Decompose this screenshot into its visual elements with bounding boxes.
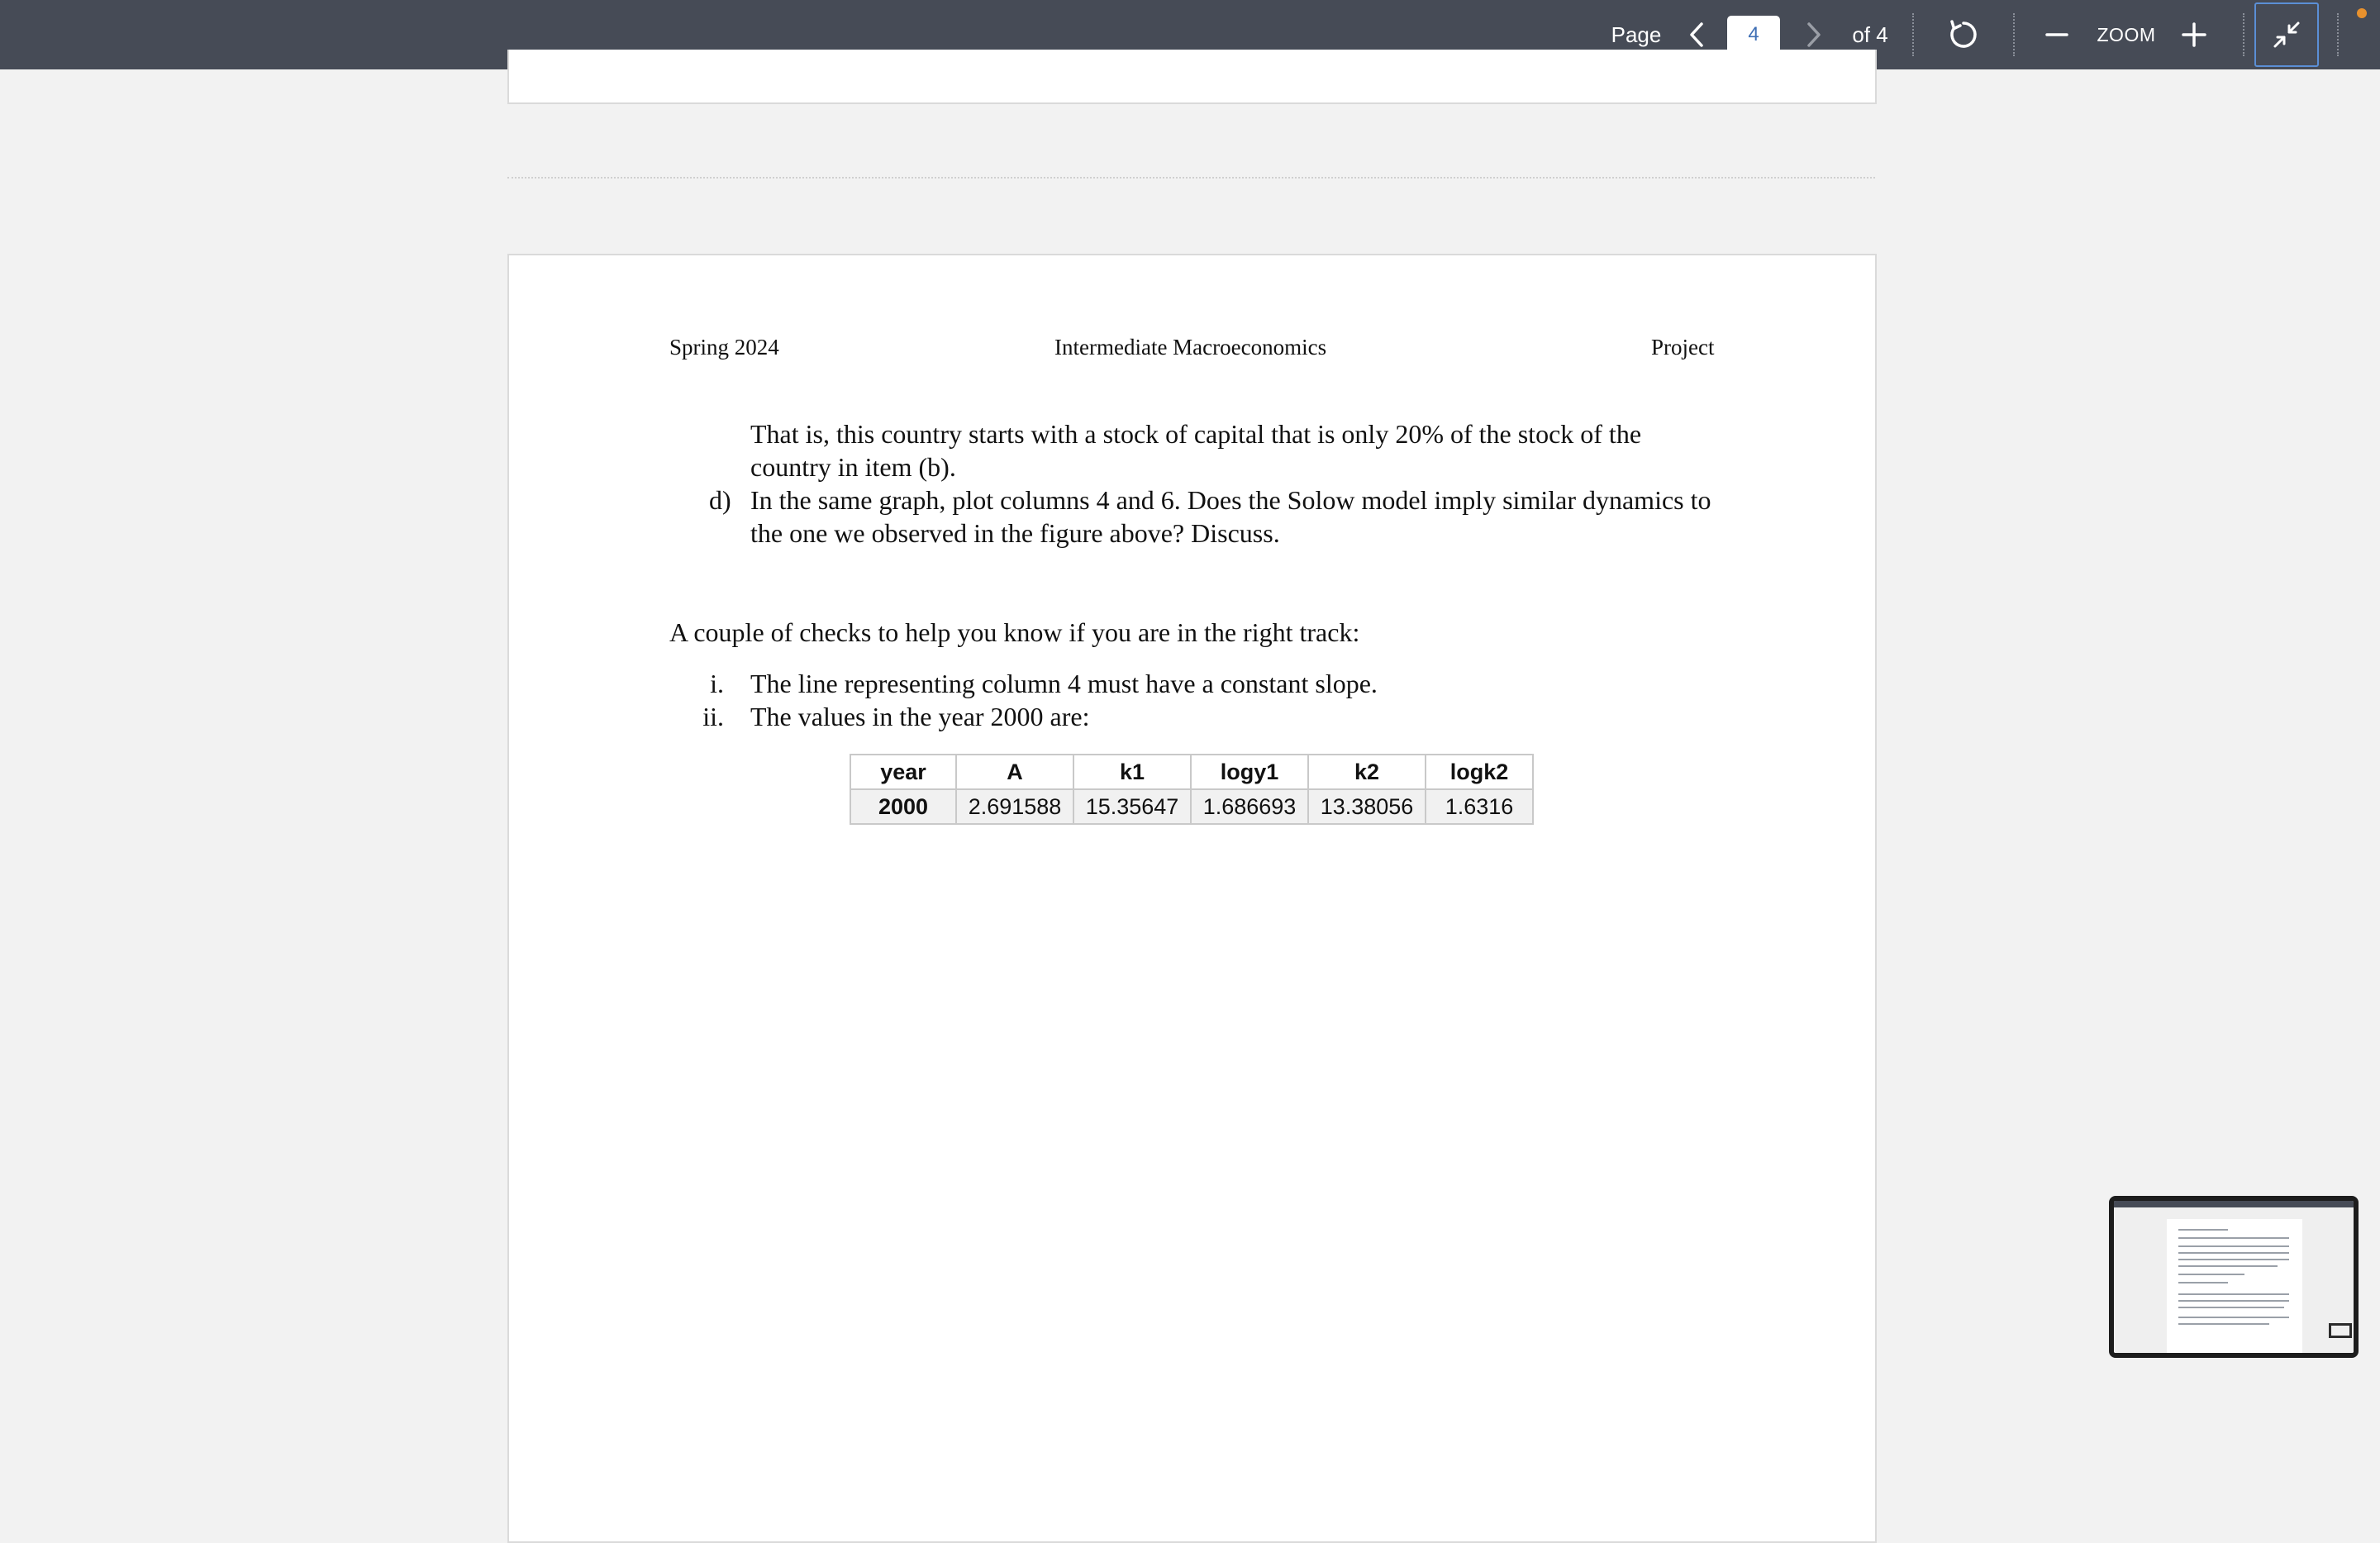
rotate-button[interactable]: [1942, 0, 1985, 69]
header-project: Project: [1651, 335, 1715, 360]
toolbar-separator: [2013, 13, 2015, 56]
plus-icon: [2182, 22, 2206, 47]
toolbar-separator: [1912, 13, 1914, 56]
thumbnail-line: [2178, 1237, 2289, 1239]
check-text: The values in the year 2000 are:: [750, 702, 1090, 731]
values-table: [850, 754, 1534, 825]
column-header: k1: [1073, 755, 1191, 789]
table-cell: 2.691588: [956, 789, 1073, 824]
table-row: [850, 789, 1533, 824]
column-header: logy1: [1191, 755, 1308, 789]
table-cell: 2000: [850, 789, 956, 824]
total-pages-label: of 4: [1852, 21, 1888, 47]
thumbnail-toolbar: [2114, 1201, 2354, 1207]
check-label: i.: [710, 669, 724, 698]
check-text: The line representing column 4 must have a constant slope.: [750, 669, 1378, 698]
document-page: [507, 254, 1877, 1543]
thumbnail-viewport-indicator[interactable]: [2329, 1323, 2352, 1338]
table-cell: 1.6316: [1426, 789, 1533, 824]
page-label: Page: [1611, 21, 1662, 47]
thumbnail-background: [2114, 1207, 2354, 1356]
checks-heading: A couple of checks to help you know if you are in the right track:: [669, 617, 1360, 647]
chevron-left-icon: [1688, 21, 1705, 48]
paragraph-text: That is, this country starts with a stock of capital that is only 20% of the stock of the country in item (b).: [750, 419, 1642, 482]
thumbnail-line: [2178, 1323, 2269, 1325]
thumbnail-line: [2178, 1317, 2289, 1318]
thumbnail-line: [2178, 1300, 2289, 1302]
header-course: Intermediate Macroeconomics: [1054, 335, 1327, 360]
chevron-right-icon: [1806, 21, 1822, 48]
thumbnail-line: [2178, 1252, 2289, 1254]
thumbnail-line: [2178, 1307, 2284, 1308]
previous-page: [507, 50, 1877, 104]
rotate-icon: [1947, 18, 1980, 51]
column-header: k2: [1308, 755, 1426, 789]
collapse-icon: [2272, 20, 2301, 50]
header-semester: Spring 2024: [669, 335, 779, 360]
page-number-input[interactable]: [1727, 16, 1780, 54]
table-header-row: [850, 755, 1533, 789]
exit-fullscreen-button[interactable]: [2254, 2, 2319, 67]
thumbnail-line: [2178, 1229, 2228, 1231]
check-label: ii.: [702, 702, 724, 731]
toolbar-separator: [2243, 13, 2244, 56]
list-item-label: d): [709, 485, 731, 515]
minus-icon: [2045, 23, 2068, 46]
column-header: A: [956, 755, 1073, 789]
page-divider: [507, 177, 1875, 179]
column-header: logk2: [1426, 755, 1533, 789]
table-cell: 15.35647: [1073, 789, 1191, 824]
zoom-label: ZOOM: [2097, 23, 2156, 45]
zoom-out-button[interactable]: [2038, 0, 2076, 69]
thumbnail-line: [2178, 1259, 2289, 1260]
page-thumbnail-navigator[interactable]: [2109, 1196, 2359, 1358]
column-header: year: [850, 755, 956, 789]
toolbar-separator: [2337, 13, 2339, 56]
thumbnail-line: [2178, 1282, 2228, 1283]
table-cell: 1.686693: [1191, 789, 1308, 824]
table-cell: 13.38056: [1308, 789, 1426, 824]
thumbnail-line: [2178, 1265, 2278, 1267]
list-item-text: In the same graph, plot columns 4 and 6. Does the Solow model imply similar dynamics to the one we observed in the figure above? Discuss.: [750, 485, 1711, 548]
thumbnail-line: [2178, 1245, 2289, 1247]
status-dot: [2357, 8, 2367, 18]
thumbnail-line: [2178, 1293, 2289, 1295]
thumbnail-line: [2178, 1274, 2244, 1275]
zoom-in-button[interactable]: [2173, 0, 2215, 69]
thumbnail-page: [2167, 1219, 2302, 1358]
